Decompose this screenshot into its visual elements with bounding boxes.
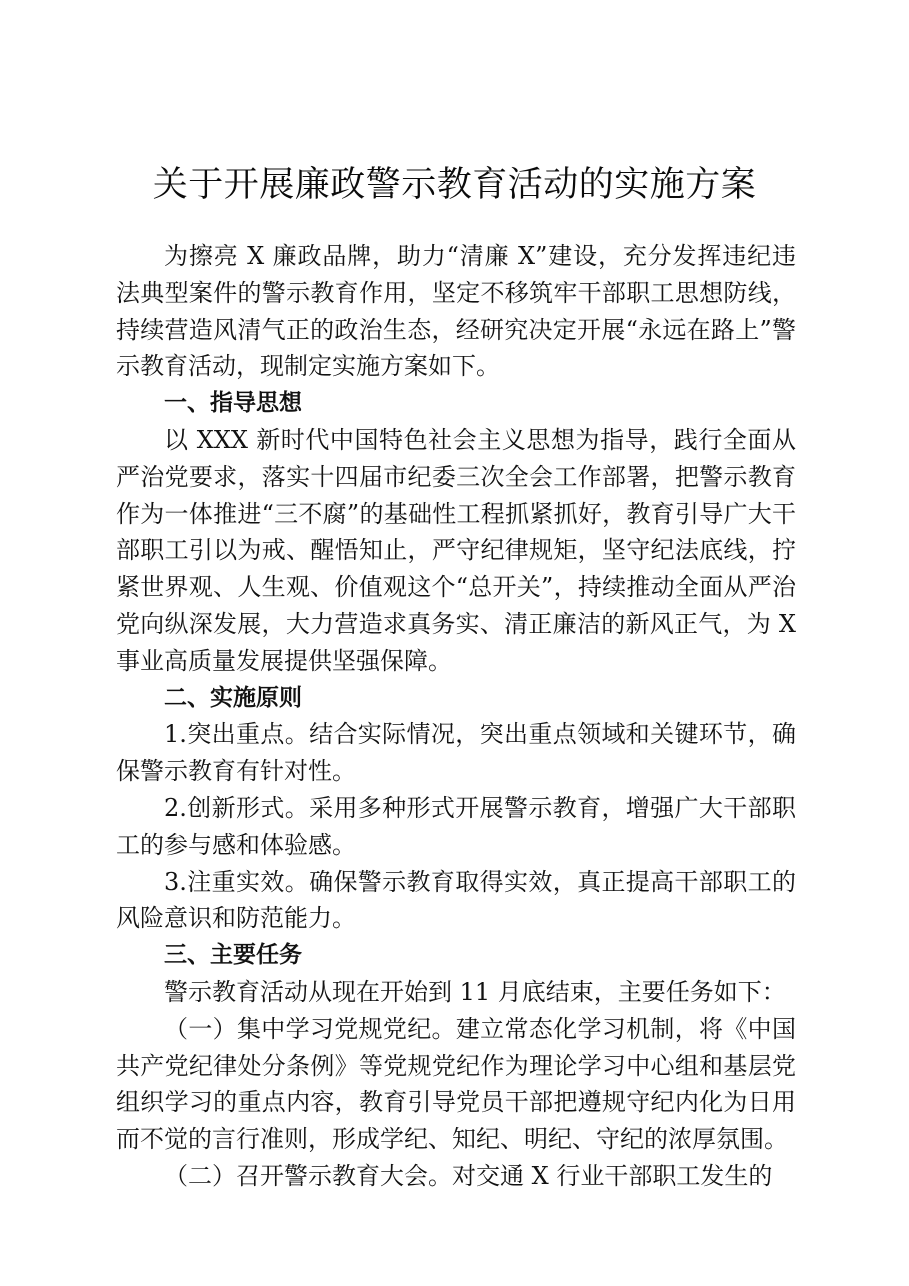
principle-item-3: 3.注重实效。确保警示教育取得实效，真正提高干部职工的风险意识和防范能力。 bbox=[116, 867, 796, 933]
document-title: 关于开展廉政警示教育活动的实施方案 bbox=[152, 165, 757, 205]
section-heading-main-tasks: 三、主要任务 bbox=[164, 942, 302, 969]
guiding-thought-paragraph: 以 XXX 新时代中国特色社会主义思想为指导，践行全面从严治党要求，落实十四届市纪委三次全会工作部署，把警示教育作为一体推进“三不腐”的基础性工程抓紧抓好，教育引导广大干部职工引以为戒、醒悟知止，严守纪律规矩，坚守纪法底线，拧紧世界观、人生观、价值观这个“总开关”，持续推动全面从严治党向纵深发展，大力营造求真务实、清正廉洁的新风正气，为 X 事业高质量发展提供坚强保障。 bbox=[116, 425, 796, 675]
section-heading-principles: 二、实施原则 bbox=[164, 684, 302, 711]
section-heading-guiding-thought: 一、指导思想 bbox=[164, 390, 302, 417]
task-item-2: （二）召开警示教育大会。对交通 X 行业干部职工发生的 bbox=[164, 1161, 773, 1190]
main-tasks-intro: 警示教育活动从现在开始到 11 月底结束，主要任务如下： bbox=[164, 977, 786, 1006]
principle-item-1: 1.突出重点。结合实际情况，突出重点领域和关键环节，确保警示教育有针对性。 bbox=[116, 720, 796, 786]
task-item-1: （一）集中学习党规党纪。建立常态化学习机制，将《中国共产党纪律处分条例》等党规党纪作为理论学习中心组和基层党组织学习的重点内容，教育引导党员干部把遵规守纪内化为日用而不觉的言行准则，形成学纪、知纪、明纪、守纪的浓厚氛围。 bbox=[116, 1014, 796, 1154]
document-body bbox=[116, 238, 796, 1195]
principle-item-2: 2.创新形式。采用多种形式开展警示教育，增强广大干部职工的参与感和体验感。 bbox=[116, 793, 796, 859]
intro-paragraph: 为擦亮 X 廉政品牌，助力“清廉 X”建设，充分发挥违纪违法典型案件的警示教育作用，坚定不移筑牢干部职工思想防线，持续营造风清气正的政治生态，经研究决定开展“永远在路上”警示教育活动，现制定实施方案如下。 bbox=[116, 242, 796, 381]
